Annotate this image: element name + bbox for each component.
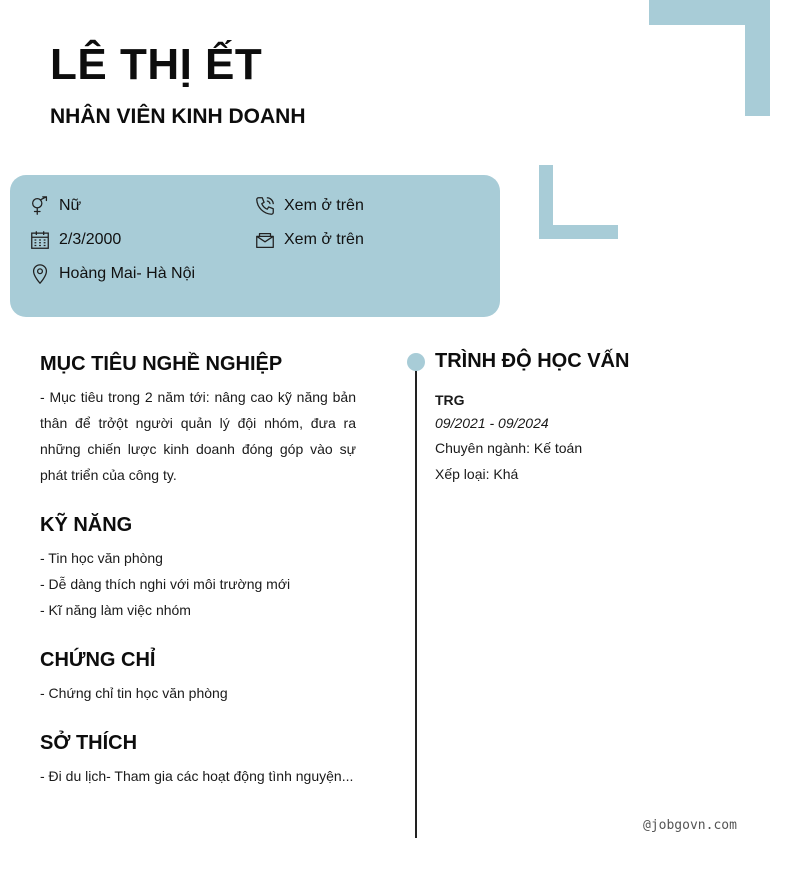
job-title: NHÂN VIÊN KINH DOANH: [50, 105, 306, 128]
mail-icon: [254, 229, 276, 251]
candidate-name: LÊ THỊ ẾT: [50, 40, 263, 89]
timeline-dot: [407, 353, 425, 371]
contact-birthday: [29, 229, 121, 251]
location-pin-icon: [29, 263, 51, 285]
calendar-icon: [29, 229, 51, 251]
skill-item: - Dễ dàng thích nghi với môi trường mới: [40, 576, 291, 592]
timeline-line: [415, 362, 417, 838]
certificates-heading: CHỨNG CHỈ: [40, 649, 156, 671]
gender-text: Nữ: [59, 197, 82, 214]
email-text: Xem ở trên: [284, 231, 364, 248]
skill-item: - Tin học văn phòng: [40, 550, 163, 566]
contact-email: [254, 229, 364, 251]
corner-deco-bottom-bar: [539, 225, 618, 239]
skill-item: - Kĩ năng làm việc nhóm: [40, 602, 191, 618]
objective-text: - Mục tiêu trong 2 năm tới: nâng cao kỹ năng bản thân để trởột người quản lý đội nhóm, đưa ra những chiến lược kinh doanh đóng góp vào sự phát triển của công ty.: [40, 389, 356, 483]
objective-heading: MỤC TIÊU NGHỀ NGHIỆP: [40, 353, 283, 375]
hobbies-heading: SỞ THÍCH: [40, 732, 138, 754]
certificate-item: - Chứng chỉ tin học văn phòng: [40, 685, 228, 701]
education-major: Chuyên ngành: Kế toán: [435, 440, 583, 456]
phone-icon: [254, 195, 276, 217]
contact-gender: [29, 195, 81, 217]
contact-info-panel: [10, 175, 500, 317]
contact-address: [29, 263, 195, 285]
education-period: 09/2021 - 09/2024: [435, 415, 549, 431]
skills-heading: KỸ NĂNG: [40, 514, 133, 536]
education-school: TRG: [435, 392, 465, 408]
phone-text: Xem ở trên: [284, 197, 364, 214]
contact-phone: [254, 195, 364, 217]
gender-icon: [29, 195, 51, 217]
hobby-item: - Đi du lịch- Tham gia các hoạt động tình nguyện...: [40, 768, 354, 784]
education-rank: Xếp loại: Khá: [435, 466, 519, 482]
birthday-text: 2/3/2000: [59, 231, 122, 248]
address-text: Hoàng Mai- Hà Nội: [59, 265, 196, 282]
corner-deco-right-bar: [745, 0, 770, 116]
education-heading: TRÌNH ĐỘ HỌC VẤN: [435, 350, 630, 372]
watermark: @jobgovn.com: [643, 818, 737, 833]
